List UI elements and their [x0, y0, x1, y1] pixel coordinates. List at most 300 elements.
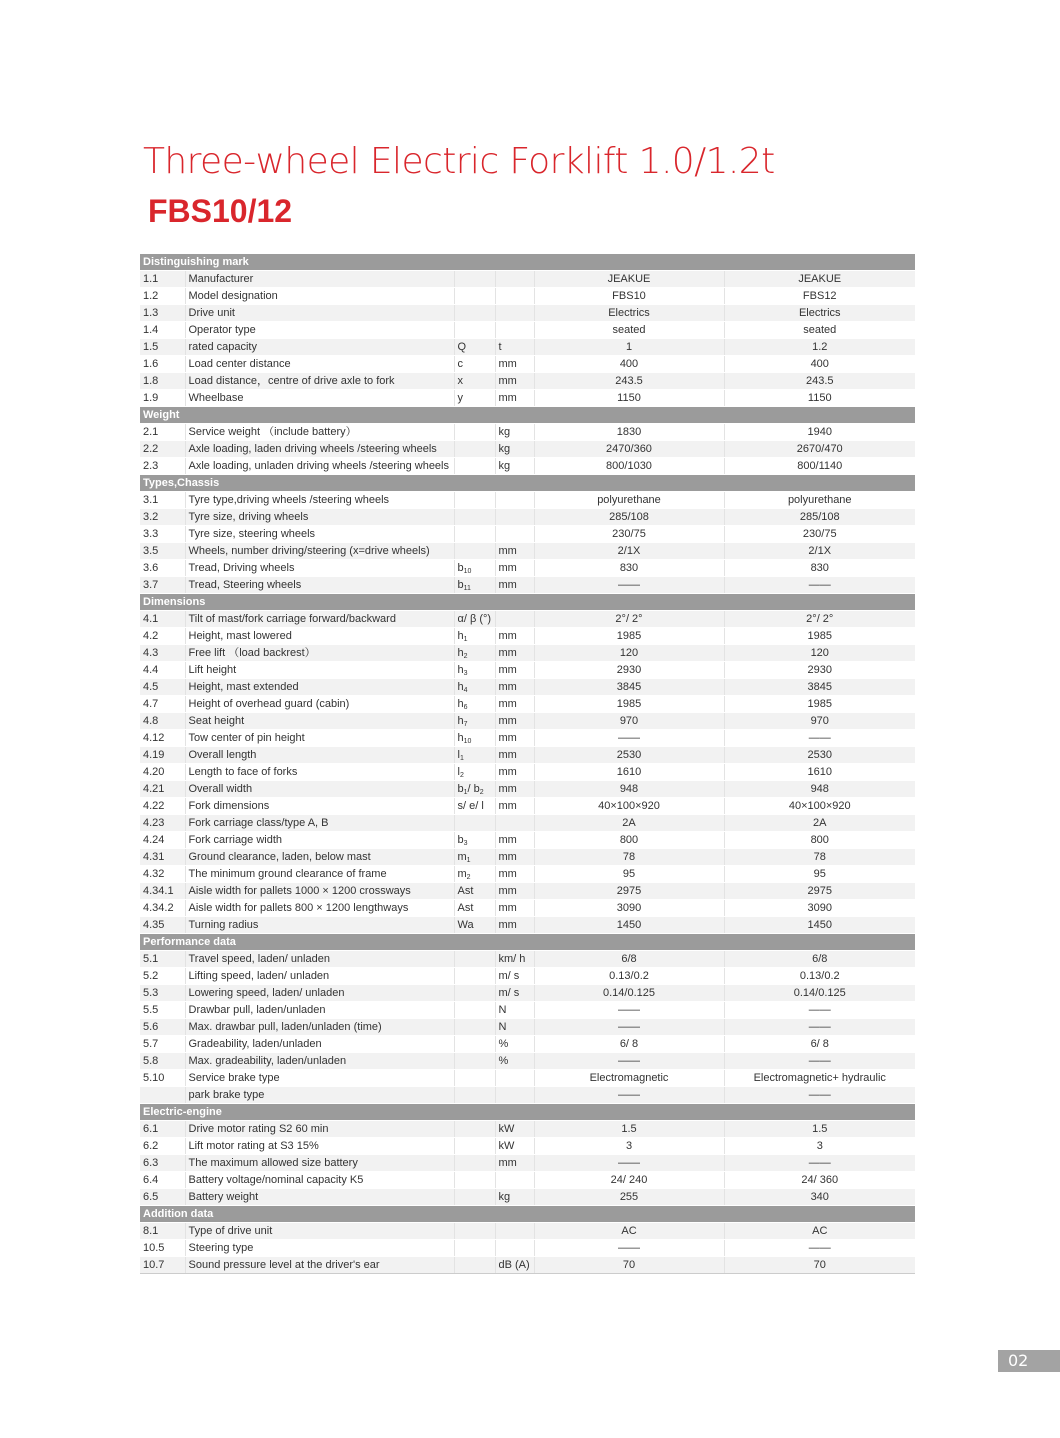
value-fbs10: 400 [534, 356, 724, 373]
row-label: Drawbar pull, laden/unladen [185, 1002, 454, 1019]
value-fbs10: 2975 [534, 883, 724, 900]
row-number: 4.22 [140, 798, 185, 815]
value-fbs12: 2670/470 [724, 441, 915, 458]
row-unit: mm [495, 543, 534, 560]
value-fbs12: AC [724, 1223, 915, 1240]
value-fbs12: 95 [724, 866, 915, 883]
section-title: Types,Chassis [140, 475, 915, 492]
value-fbs10: 95 [534, 866, 724, 883]
section-title: Dimensions [140, 594, 915, 611]
table-row [140, 424, 915, 441]
row-symbol: $h_3$ [454, 662, 495, 679]
row-unit [495, 288, 534, 305]
row-unit: mm [495, 560, 534, 577]
row-label: Turning radius [185, 917, 454, 934]
row-number: 4.34.1 [140, 883, 185, 900]
row-unit: mm [495, 747, 534, 764]
row-symbol: $h_4$ [454, 679, 495, 696]
row-number: 5.5 [140, 1002, 185, 1019]
section-header [140, 475, 915, 492]
row-label: Tread, Driving wheels [185, 560, 454, 577]
table-row [140, 917, 915, 934]
row-unit [495, 322, 534, 339]
value-fbs12: 800 [724, 832, 915, 849]
row-label: Free lift （load backrest） [185, 645, 454, 662]
row-unit [495, 1087, 534, 1104]
row-label: Overall length [185, 747, 454, 764]
row-symbol [454, 951, 495, 968]
row-label: Length to face of forks [185, 764, 454, 781]
row-symbol: $h_6$ [454, 696, 495, 713]
row-unit: mm [495, 679, 534, 696]
row-number: 5.8 [140, 1053, 185, 1070]
row-label: Max. gradeability, laden/unladen [185, 1053, 454, 1070]
row-label: Tilt of mast/fork carriage forward/backward [185, 611, 454, 628]
value-fbs10: 120 [534, 645, 724, 662]
value-fbs10: 0.14/0.125 [534, 985, 724, 1002]
table-row [140, 373, 915, 390]
row-number: 4.1 [140, 611, 185, 628]
table-row [140, 662, 915, 679]
row-number: 10.5 [140, 1240, 185, 1257]
section-header [140, 934, 915, 951]
value-fbs12: —— [724, 1087, 915, 1104]
section-header [140, 1104, 915, 1121]
value-fbs12: 1450 [724, 917, 915, 934]
value-fbs12: JEAKUE [724, 271, 915, 288]
row-label: Max. drawbar pull, laden/unladen (time) [185, 1019, 454, 1036]
value-fbs12: 2975 [724, 883, 915, 900]
row-symbol [454, 1172, 495, 1189]
table-row [140, 985, 915, 1002]
value-fbs10: 2/1X [534, 543, 724, 560]
row-label: rated capacity [185, 339, 454, 356]
row-label: Aisle width for pallets 1000 × 1200 crossways [185, 883, 454, 900]
table-row [140, 798, 915, 815]
row-number [140, 1087, 185, 1104]
value-fbs12: 3090 [724, 900, 915, 917]
value-fbs12: 0.13/0.2 [724, 968, 915, 985]
value-fbs12: 70 [724, 1257, 915, 1274]
table-row [140, 1121, 915, 1138]
row-unit [495, 1070, 534, 1087]
row-number: 4.20 [140, 764, 185, 781]
value-fbs12: 1985 [724, 696, 915, 713]
table-row [140, 883, 915, 900]
row-label: Manufacturer [185, 271, 454, 288]
value-fbs10: 78 [534, 849, 724, 866]
row-number: 1.3 [140, 305, 185, 322]
value-fbs12: 2930 [724, 662, 915, 679]
row-number: 4.24 [140, 832, 185, 849]
row-symbol: α/ β (°) [454, 611, 495, 628]
table-row [140, 730, 915, 747]
table-row [140, 339, 915, 356]
model-subtitle: FBS10/12 [148, 193, 293, 229]
value-fbs10: seated [534, 322, 724, 339]
value-fbs12: 400 [724, 356, 915, 373]
row-symbol [454, 526, 495, 543]
value-fbs10: —— [534, 1053, 724, 1070]
row-unit: N [495, 1002, 534, 1019]
value-fbs10: 255 [534, 1189, 724, 1206]
value-fbs12: 285/108 [724, 509, 915, 526]
row-label: Operator type [185, 322, 454, 339]
table-row [140, 696, 915, 713]
value-fbs12: 0.14/0.125 [724, 985, 915, 1002]
table-row [140, 441, 915, 458]
row-label: Fork carriage width [185, 832, 454, 849]
row-unit: mm [495, 781, 534, 798]
row-unit: m/ s [495, 985, 534, 1002]
row-label: Fork dimensions [185, 798, 454, 815]
row-unit: N [495, 1019, 534, 1036]
value-fbs10: 3845 [534, 679, 724, 696]
table-row [140, 1087, 915, 1104]
row-symbol [454, 288, 495, 305]
table-row [140, 764, 915, 781]
row-number: 1.4 [140, 322, 185, 339]
table-row [140, 1053, 915, 1070]
value-fbs12: Electrics [724, 305, 915, 322]
table-row [140, 679, 915, 696]
row-unit: mm [495, 696, 534, 713]
value-fbs10: 948 [534, 781, 724, 798]
value-fbs10: Electrics [534, 305, 724, 322]
value-fbs10: 1985 [534, 696, 724, 713]
row-label: Wheels, number driving/steering (x=drive wheels) [185, 543, 454, 560]
row-unit: mm [495, 713, 534, 730]
row-symbol: c [454, 356, 495, 373]
row-number: 3.2 [140, 509, 185, 526]
row-label: Wheelbase [185, 390, 454, 407]
row-symbol: x [454, 373, 495, 390]
row-unit [495, 526, 534, 543]
row-number: 4.3 [140, 645, 185, 662]
table-row [140, 271, 915, 288]
value-fbs12: 2A [724, 815, 915, 832]
table-row [140, 849, 915, 866]
row-symbol [454, 305, 495, 322]
row-label: Lift motor rating at S3 15% [185, 1138, 454, 1155]
row-unit: kg [495, 441, 534, 458]
page-title: Three-wheel Electric Forklift 1.0/1.2t [143, 141, 775, 182]
table-row [140, 1036, 915, 1053]
row-label: Service weight （include battery） [185, 424, 454, 441]
table-row [140, 356, 915, 373]
row-unit: kg [495, 1189, 534, 1206]
row-number: 3.6 [140, 560, 185, 577]
row-label: Drive unit [185, 305, 454, 322]
row-unit: kg [495, 424, 534, 441]
section-header [140, 407, 915, 424]
value-fbs12: 3 [724, 1138, 915, 1155]
value-fbs12: 2°/ 2° [724, 611, 915, 628]
row-number: 4.19 [140, 747, 185, 764]
row-number: 1.9 [140, 390, 185, 407]
row-label: Fork carriage class/type A, B [185, 815, 454, 832]
row-symbol [454, 322, 495, 339]
value-fbs12: 2530 [724, 747, 915, 764]
row-label: Load distance，centre of drive axle to fork [185, 373, 454, 390]
row-number: 6.4 [140, 1172, 185, 1189]
row-label: Lift height [185, 662, 454, 679]
row-symbol [454, 985, 495, 1002]
value-fbs10: 243.5 [534, 373, 724, 390]
row-unit: % [495, 1053, 534, 1070]
row-unit [495, 305, 534, 322]
row-label: Travel speed, laden/ unladen [185, 951, 454, 968]
row-unit [495, 492, 534, 509]
value-fbs12: —— [724, 1240, 915, 1257]
value-fbs12: 2/1X [724, 543, 915, 560]
row-number: 6.1 [140, 1121, 185, 1138]
section-header [140, 594, 915, 611]
row-number: 1.6 [140, 356, 185, 373]
row-unit: t [495, 339, 534, 356]
value-fbs12: 6/8 [724, 951, 915, 968]
row-symbol [454, 1087, 495, 1104]
row-symbol: $b_{10}$ [454, 560, 495, 577]
row-label: Gradeability, laden/unladen [185, 1036, 454, 1053]
row-unit: mm [495, 730, 534, 747]
row-unit: mm [495, 866, 534, 883]
value-fbs12: 120 [724, 645, 915, 662]
row-unit [495, 1223, 534, 1240]
row-number: 1.5 [140, 339, 185, 356]
value-fbs12: 948 [724, 781, 915, 798]
value-fbs10: 800/1030 [534, 458, 724, 475]
row-label: Drive motor rating S2 60 min [185, 1121, 454, 1138]
table-row [140, 1070, 915, 1087]
value-fbs10: polyurethane [534, 492, 724, 509]
table-row [140, 1002, 915, 1019]
row-number: 4.23 [140, 815, 185, 832]
row-unit: mm [495, 390, 534, 407]
row-symbol: $b_1/$ $b_2$ [454, 781, 495, 798]
row-symbol [454, 1002, 495, 1019]
section-title: Weight [140, 407, 915, 424]
table-row [140, 390, 915, 407]
value-fbs10: 970 [534, 713, 724, 730]
table-row [140, 305, 915, 322]
row-label: Axle loading, unladen driving wheels /steering wheels [185, 458, 454, 475]
row-symbol: $l_1$ [454, 747, 495, 764]
value-fbs10: 2930 [534, 662, 724, 679]
row-symbol: y [454, 390, 495, 407]
row-unit [495, 1240, 534, 1257]
row-unit: mm [495, 798, 534, 815]
value-fbs12: 6/ 8 [724, 1036, 915, 1053]
row-symbol [454, 509, 495, 526]
section-header [140, 254, 915, 271]
row-unit: kW [495, 1138, 534, 1155]
value-fbs10: —— [534, 1155, 724, 1172]
table-row [140, 628, 915, 645]
row-label: Battery weight [185, 1189, 454, 1206]
table-row [140, 288, 915, 305]
row-label: Lowering speed, laden/ unladen [185, 985, 454, 1002]
value-fbs10: FBS10 [534, 288, 724, 305]
row-symbol [454, 441, 495, 458]
row-unit [495, 815, 534, 832]
value-fbs12: 800/1140 [724, 458, 915, 475]
row-symbol [454, 1155, 495, 1172]
value-fbs10: 2470/360 [534, 441, 724, 458]
row-label: Tyre type,driving wheels /steering wheels [185, 492, 454, 509]
row-unit [495, 1172, 534, 1189]
row-symbol: $b_3$ [454, 832, 495, 849]
value-fbs10: 6/8 [534, 951, 724, 968]
value-fbs12: 1940 [724, 424, 915, 441]
row-unit: mm [495, 645, 534, 662]
row-symbol: Q [454, 339, 495, 356]
row-unit: mm [495, 577, 534, 594]
value-fbs12: 1610 [724, 764, 915, 781]
row-label: Height of overhead guard (cabin) [185, 696, 454, 713]
value-fbs12: —— [724, 1155, 915, 1172]
row-symbol: $m_1$ [454, 849, 495, 866]
row-unit [495, 509, 534, 526]
row-label: Lifting speed, laden/ unladen [185, 968, 454, 985]
table-row [140, 747, 915, 764]
row-number: 2.3 [140, 458, 185, 475]
row-number: 4.8 [140, 713, 185, 730]
value-fbs10: 1 [534, 339, 724, 356]
row-label: Aisle width for pallets 800 × 1200 lengthways [185, 900, 454, 917]
value-fbs12: seated [724, 322, 915, 339]
table-row [140, 543, 915, 560]
table-row [140, 577, 915, 594]
table-row [140, 1155, 915, 1172]
row-symbol [454, 1070, 495, 1087]
row-unit: mm [495, 832, 534, 849]
row-symbol: Ast [454, 883, 495, 900]
row-symbol [454, 1036, 495, 1053]
value-fbs12: —— [724, 730, 915, 747]
table-row [140, 866, 915, 883]
row-symbol [454, 1189, 495, 1206]
row-label: Seat height [185, 713, 454, 730]
row-unit: mm [495, 356, 534, 373]
value-fbs10: 800 [534, 832, 724, 849]
value-fbs10: 2A [534, 815, 724, 832]
value-fbs10: Electromagnetic [534, 1070, 724, 1087]
row-label: Height, mast lowered [185, 628, 454, 645]
value-fbs12: 970 [724, 713, 915, 730]
row-symbol [454, 1240, 495, 1257]
table-row [140, 1189, 915, 1206]
value-fbs12: 830 [724, 560, 915, 577]
row-symbol [454, 271, 495, 288]
row-symbol [454, 492, 495, 509]
row-number: 3.5 [140, 543, 185, 560]
value-fbs12: 1150 [724, 390, 915, 407]
row-symbol: s/ e/ l [454, 798, 495, 815]
value-fbs10: 70 [534, 1257, 724, 1274]
value-fbs12: FBS12 [724, 288, 915, 305]
row-symbol [454, 1053, 495, 1070]
row-number: 3.7 [140, 577, 185, 594]
value-fbs10: —— [534, 1002, 724, 1019]
value-fbs10: —— [534, 1019, 724, 1036]
row-symbol [454, 1138, 495, 1155]
value-fbs10: 230/75 [534, 526, 724, 543]
value-fbs10: AC [534, 1223, 724, 1240]
value-fbs10: 1610 [534, 764, 724, 781]
row-symbol [454, 458, 495, 475]
section-header [140, 1206, 915, 1223]
row-symbol: $l_2$ [454, 764, 495, 781]
value-fbs10: 6/ 8 [534, 1036, 724, 1053]
row-unit: mm [495, 764, 534, 781]
row-number: 5.2 [140, 968, 185, 985]
row-unit: mm [495, 1155, 534, 1172]
row-number: 6.2 [140, 1138, 185, 1155]
row-number: 4.32 [140, 866, 185, 883]
row-symbol [454, 1257, 495, 1274]
value-fbs10: 1150 [534, 390, 724, 407]
row-symbol: $h_7$ [454, 713, 495, 730]
table-row [140, 645, 915, 662]
row-label: Type of drive unit [185, 1223, 454, 1240]
row-number: 2.1 [140, 424, 185, 441]
page-number: 02 [998, 1350, 1060, 1372]
row-label: Model designation [185, 288, 454, 305]
section-title: Distinguishing mark [140, 254, 915, 271]
table-row [140, 832, 915, 849]
row-number: 4.34.2 [140, 900, 185, 917]
row-number: 3.1 [140, 492, 185, 509]
table-row [140, 1223, 915, 1240]
value-fbs10: 1830 [534, 424, 724, 441]
value-fbs10: —— [534, 1087, 724, 1104]
row-number: 1.8 [140, 373, 185, 390]
row-number: 8.1 [140, 1223, 185, 1240]
row-number: 1.2 [140, 288, 185, 305]
row-number: 10.7 [140, 1257, 185, 1274]
row-number: 5.7 [140, 1036, 185, 1053]
table-row [140, 526, 915, 543]
row-number: 4.35 [140, 917, 185, 934]
value-fbs12: —— [724, 1053, 915, 1070]
row-number: 4.2 [140, 628, 185, 645]
row-number: 1.1 [140, 271, 185, 288]
row-symbol [454, 1019, 495, 1036]
table-row [140, 1257, 915, 1274]
row-number: 4.5 [140, 679, 185, 696]
table-row [140, 322, 915, 339]
value-fbs10: 0.13/0.2 [534, 968, 724, 985]
value-fbs10: JEAKUE [534, 271, 724, 288]
table-row [140, 1019, 915, 1036]
row-unit [495, 611, 534, 628]
value-fbs12: 40×100×920 [724, 798, 915, 815]
row-label: Service brake type [185, 1070, 454, 1087]
row-label: Tyre size, driving wheels [185, 509, 454, 526]
table-row [140, 611, 915, 628]
row-unit: mm [495, 628, 534, 645]
table-row [140, 509, 915, 526]
value-fbs10: 2530 [534, 747, 724, 764]
row-symbol [454, 424, 495, 441]
row-unit: dB (A) [495, 1257, 534, 1274]
value-fbs10: 24/ 240 [534, 1172, 724, 1189]
row-label: Ground clearance, laden, below mast [185, 849, 454, 866]
section-title: Performance data [140, 934, 915, 951]
row-number: 5.3 [140, 985, 185, 1002]
value-fbs10: 830 [534, 560, 724, 577]
